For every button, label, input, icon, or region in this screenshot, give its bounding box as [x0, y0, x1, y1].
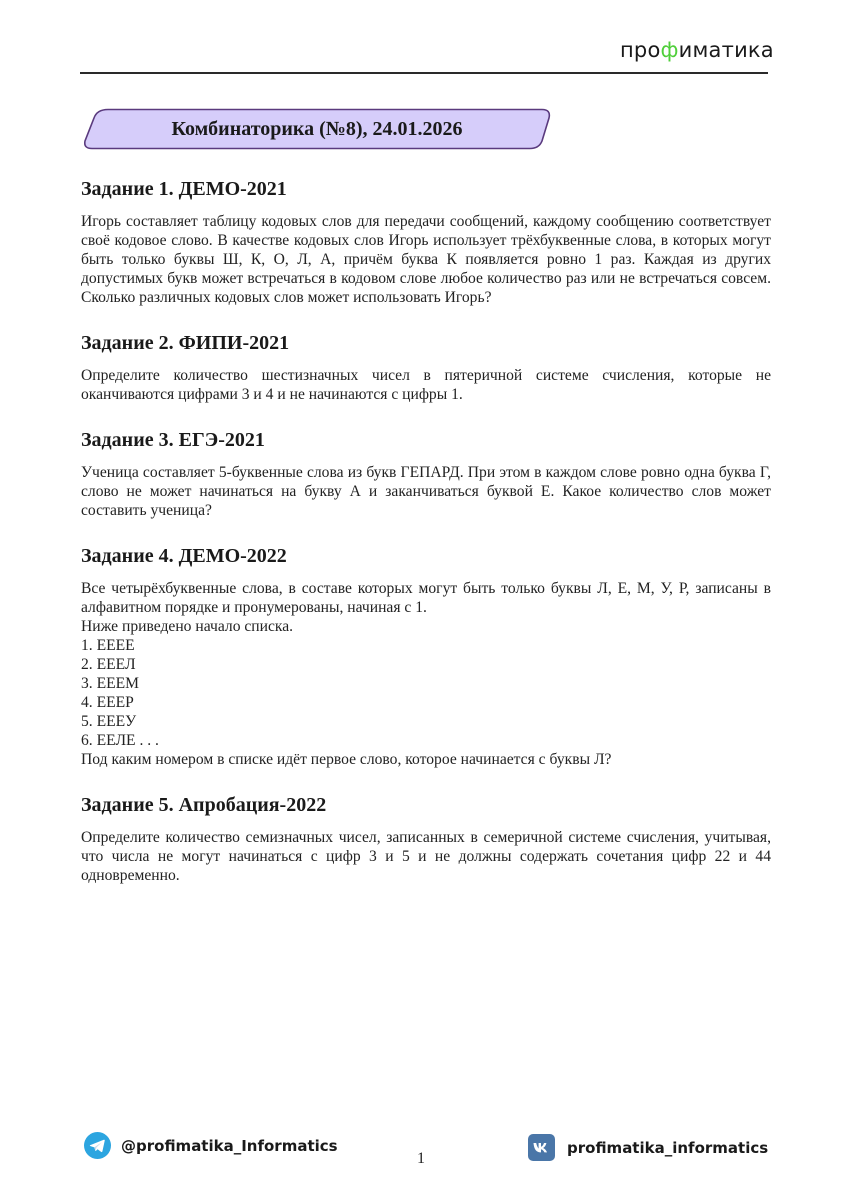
task-statement: Все четырёхбуквенные слова, в составе которых могут быть только буквы Л, Е, М, У, Р, записаны в алфавитном порядке и пронумерованы, начиная с 1. — [81, 580, 771, 616]
task-title: Задание 5. Апробация-2022 — [81, 794, 327, 816]
telegram-link[interactable] — [84, 1132, 338, 1159]
task-2 — [81, 330, 771, 404]
list-intro: Ниже приведено начало списка. — [81, 618, 294, 635]
header-divider — [80, 72, 768, 74]
vk-handle[interactable]: profimatika_informatics — [567, 1138, 769, 1157]
task-text: Определите количество семизначных чисел, записанных в семеричной системе счисления, учитывая, что числа не могут начинаться с цифр 3 и 5 и не должны содержать сочетания цифр 22 и 44 одновременно. — [81, 829, 771, 884]
list-item: 1. ЕЕЕЕ — [81, 637, 135, 654]
task-title: Задание 4. ДЕМО-2022 — [81, 545, 287, 567]
list-item: 3. ЕЕЕМ — [81, 675, 140, 692]
brand-prefix: про — [620, 38, 661, 62]
lesson-title: Комбинаторика (№8), 24.01.2026 — [171, 118, 463, 140]
task-title: Задание 1. ДЕМО-2021 — [81, 178, 287, 200]
vk-icon — [528, 1134, 555, 1161]
task-3 — [81, 427, 771, 520]
task-5 — [81, 792, 771, 885]
list-item: 5. ЕЕЕУ — [81, 713, 137, 730]
list-item: 6. ЕЕЛЕ . . . — [81, 732, 159, 749]
task-text — [81, 579, 771, 769]
list-item: 4. ЕЕЕР — [81, 694, 134, 711]
brand-logo — [620, 38, 774, 62]
task-text: Ученица составляет 5-буквенные слова из букв ГЕПАРД. При этом в каждом слове ровно одна буква Г, слово не может начинаться на букву А и заканчиваться буквой Е. Какое количество слов может составить ученица? — [81, 464, 771, 519]
task-question: Под каким номером в списке идёт первое слово, которое начинается с буквы Л? — [81, 751, 612, 768]
task-text: Игорь составляет таблицу кодовых слов для передачи сообщений, каждому сообщению соответствует своё кодовое слово. В качестве кодовых слов Игорь использует трёхбуквенные слова, в которых могут быть только буквы Ш, К, О, Л, А, причём буква К появляется ровно 1 раз. Каждая из других допустимых букв может встречаться в кодовом слове любое количество раз или не встречаться совсем. Сколько различных кодовых слов может использовать Игорь? — [81, 213, 771, 306]
task-text: Определите количество шестизначных чисел в пятеричной системе счисления, которые не оканчиваются цифрами 3 и 4 и не начинаются с цифры 1. — [81, 367, 771, 403]
task-4 — [81, 543, 771, 769]
page-number: 1 — [417, 1150, 425, 1167]
lesson-banner — [82, 108, 552, 150]
task-list — [81, 176, 771, 885]
task-title: Задание 3. ЕГЭ-2021 — [81, 429, 265, 451]
telegram-handle[interactable]: @profimatika_Informatics — [121, 1136, 338, 1155]
brand-accent-letter: ф — [660, 38, 679, 62]
task-1 — [81, 176, 771, 307]
telegram-icon — [84, 1132, 111, 1159]
vk-link[interactable] — [528, 1134, 768, 1161]
task-title: Задание 2. ФИПИ-2021 — [81, 332, 290, 354]
list-item: 2. ЕЕЕЛ — [81, 656, 136, 673]
brand-suffix: иматика — [678, 38, 774, 62]
